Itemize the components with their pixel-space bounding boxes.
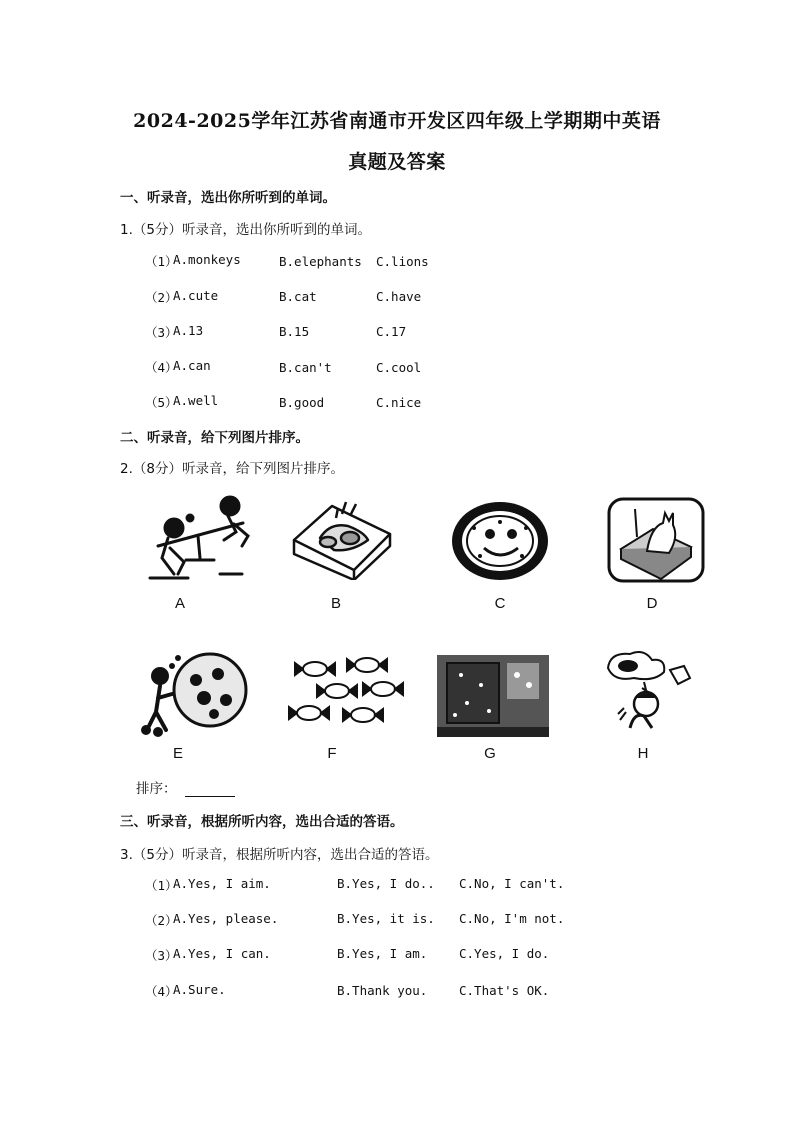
option-number: （5） [145,395,178,410]
girl-cookie-icon [138,650,256,738]
option-number: （4） [145,984,178,999]
picture-label-c: C [494,595,506,612]
option-b: B.can't [279,360,332,375]
option-c: C.lions [376,254,429,269]
option-number: （2） [145,913,178,928]
question3-text: 3.（5分）听录音，根据所听内容，选出合适的答语。 [120,847,439,863]
cat-in-box-icon [607,497,705,583]
kids-seesaw-icon [148,488,268,580]
picture-label-b: B [330,595,341,612]
question2-text: 2.（8分）听录音，给下列图片排序。 [120,461,344,477]
picture-label-a: A [174,595,185,612]
option-number: （1） [145,254,178,269]
picture-label-e: E [172,745,183,762]
option-b: B.elephants [279,254,362,269]
boy-dreaming-icon [600,648,700,730]
option-a: A.monkeys [173,252,241,267]
window-icon [437,655,549,737]
option-c: C.17 [376,324,407,339]
option-c: C.No, I'm not. [459,911,565,926]
option-number: （3） [145,948,178,963]
page-title-line1: 2024-2025学年江苏省南通市开发区四年级上学期期中英语 [133,110,661,132]
section2-heading: 二、听录音，给下列图片排序。 [120,430,309,446]
option-a: A.can [173,358,211,373]
order-answer-blank[interactable] [185,784,235,797]
option-c: C.No, I can't. [459,876,565,891]
section1-heading: 一、听录音，选出你所听到的单词。 [120,190,336,206]
question1-text: 1.（5分）听录音，选出你所听到的单词。 [120,222,371,238]
order-label: 排序： [136,781,177,797]
option-a: A.Yes, I can. [173,946,271,961]
option-a: A.cute [173,288,219,303]
option-number: （3） [145,325,178,340]
picture-label-d: D [646,595,658,612]
option-b: B.Yes, it is. [337,911,435,926]
option-a: A.well [173,393,219,408]
option-c: C.cool [376,360,422,375]
option-a: A.Yes, I aim. [173,876,271,891]
option-a: A.13 [173,323,204,338]
option-b: B.Yes, I do.. [337,876,435,891]
option-number: （2） [145,290,178,305]
option-b: B.Thank you. [337,983,428,998]
picture-label-f: F [327,745,337,762]
smiley-cake-icon [450,500,550,582]
option-c: C.nice [376,395,422,410]
option-a: A.Sure. [173,982,226,997]
option-number: （4） [145,360,178,375]
picture-label-g: G [484,745,496,762]
option-b: B.15 [279,324,310,339]
option-c: C.Yes, I do. [459,946,550,961]
option-b: B.Yes, I am. [337,946,428,961]
option-c: C.That's OK. [459,983,550,998]
option-number: （1） [145,878,178,893]
option-b: B.good [279,395,325,410]
section3-heading: 三、听录音，根据所听内容，选出合适的答语。 [120,814,404,830]
order-answer [136,777,235,797]
candies-icon [287,655,405,731]
fruit-box-icon [290,492,395,580]
option-c: C.have [376,289,422,304]
page-title-line2: 真题及答案 [348,151,446,173]
option-b: B.cat [279,289,317,304]
picture-label-h: H [637,745,649,762]
option-a: A.Yes, please. [173,911,279,926]
